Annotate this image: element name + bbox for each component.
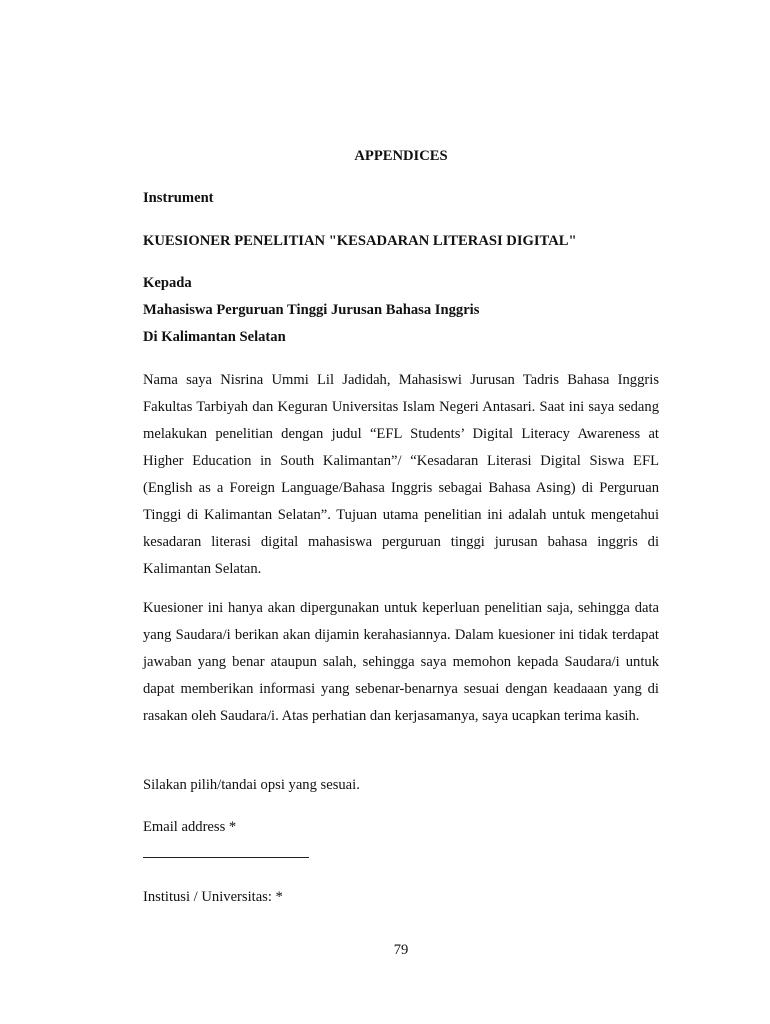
page-number: 79	[393, 942, 409, 958]
intro-paragraph: Nama saya Nisrina Ummi Lil Jadidah, Mahasiswi Jurusan Tadris Bahasa Inggris Fakultas Tarbiyah dan Keguran Universitas Islam Negeri Antasari. Saat ini saya sedang melakukan penelitian dengan judul “EFL Students’ Digital Literacy Awareness at Higher Education in South Kalimantan”/ “Kesadaran Literasi Digital Siswa EFL (English as a Foreign Language/Bahasa Inggris sebagai Bahasa Asing) di Perguruan Tinggi di Kalimantan Selatan”. Tujuan utama penelitian ini adalah untuk mengetahui kesadaran literasi digital mahasiswa perguruan tinggi jurusan bahasa inggris di Kalimantan Selatan.	[143, 372, 659, 577]
instruction-text: Silakan pilih/tandai opsi yang sesuai.	[143, 777, 360, 793]
confidentiality-paragraph: Kuesioner ini hanya akan dipergunakan untuk keperluan penelitian saja, sehingga data yang Saudara/i berikan akan dijamin kerahasiannya. Dalam kuesioner ini tidak terdapat jawaban yang benar ataupun salah, sehingga saya memohon kepada Saudara/i untuk dapat memberikan informasi yang sebenar-benarnya sesuai dengan keadaaan yang di rasakan oleh Saudara/i. Atas perhatian dan kerjasamanya, saya ucapkan terima kasih.	[143, 600, 659, 724]
recipient-block	[143, 270, 659, 351]
questionnaire-title: KUESIONER PENELITIAN "KESADARAN LITERASI DIGITAL"	[143, 233, 577, 249]
institution-field-label: Institusi / Universitas: *	[143, 889, 283, 905]
section-label: Instrument	[143, 190, 214, 206]
recipient-line-1: Kepada	[143, 275, 192, 291]
page-heading: APPENDICES	[354, 148, 448, 164]
email-field-label: Email address *	[143, 819, 237, 835]
recipient-line-2: Mahasiswa Perguruan Tinggi Jurusan Bahasa Inggris	[143, 302, 480, 318]
recipient-line-3: Di Kalimantan Selatan	[143, 329, 286, 345]
email-answer-line	[143, 857, 309, 858]
